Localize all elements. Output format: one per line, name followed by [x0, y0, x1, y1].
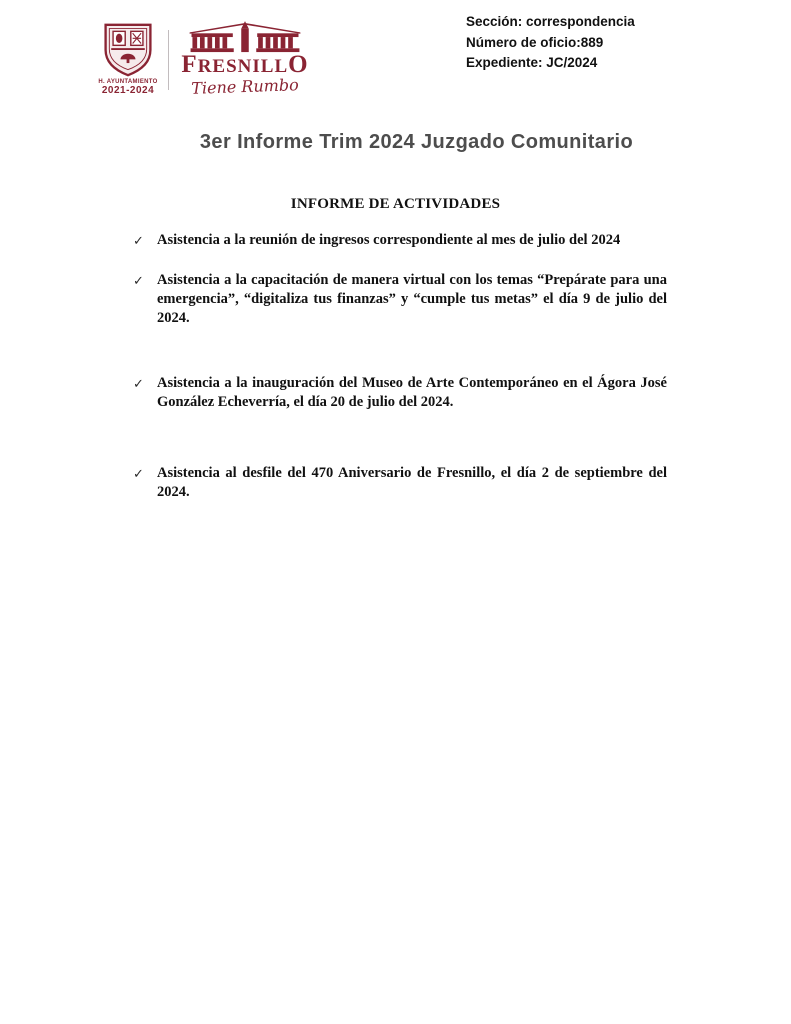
municipal-shield-logo: [97, 22, 159, 96]
checklist-item: [133, 231, 667, 251]
checklist-item-text: Asistencia a la capacitación de manera virtual con los temas “Prepárate para una emergencia”, “digitaliza tus finanzas” y “cumple tus metas” el día 9 de julio del 2024.: [157, 272, 667, 326]
document-title: 3er Informe Trim 2024 Juzgado Comunitario: [199, 131, 634, 153]
shield-icon: [97, 22, 159, 78]
section-heading: INFORME DE ACTIVIDADES: [290, 196, 501, 212]
checkmark-icon: ✓: [133, 274, 144, 289]
building-skyline-icon: [180, 21, 310, 55]
checkmark-icon: ✓: [133, 467, 144, 482]
logo-divider: [168, 30, 169, 90]
activities-checklist: [133, 231, 667, 502]
brand-name-final: O: [288, 51, 309, 78]
checkmark-icon: ✓: [133, 234, 144, 249]
checklist-item: [133, 464, 667, 502]
document-meta: [466, 12, 635, 74]
meta-numero-oficio: Número de oficio:889: [466, 34, 604, 50]
brand-tagline: Tiene Rumbo: [190, 75, 300, 98]
checklist-item-text: Asistencia a la reunión de ingresos correspondiente al mes de julio del 2024: [157, 232, 621, 248]
shield-caption-years: 2021-2024: [101, 85, 155, 96]
shield-caption: H. AYUNTAMIENTO: [98, 79, 158, 85]
brand-name-middle: RESNILL: [197, 56, 289, 77]
checkmark-icon: ✓: [133, 377, 144, 392]
checklist-item-text: Asistencia a la inauguración del Museo de Arte Contemporáneo en el Ágora José González Echeverría, el día 20 de julio del 2024.: [157, 375, 667, 410]
checklist-item: [133, 374, 667, 412]
brand-name-initial: F: [181, 51, 198, 78]
meta-seccion: Sección: correspondencia: [466, 14, 635, 29]
meta-expediente: Expediente: JC/2024: [466, 55, 598, 70]
checklist-item: [133, 271, 667, 328]
checklist-item-text: Asistencia al desfile del 470 Aniversario de Fresnillo, el día 2 de septiembre del 2024.: [157, 465, 667, 500]
fresnillo-brand-logo: [180, 21, 310, 98]
